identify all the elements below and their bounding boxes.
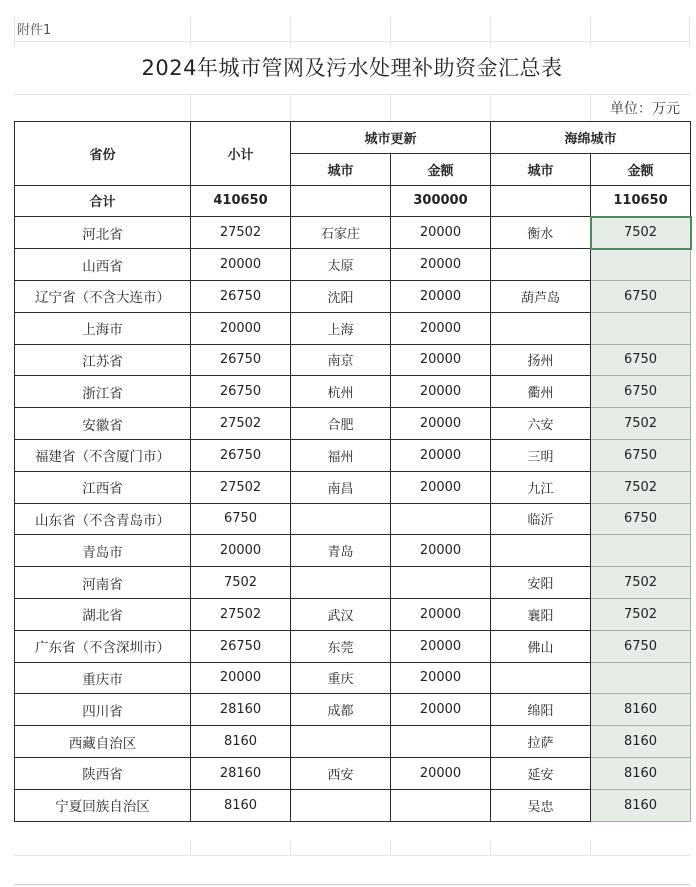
province-cell[interactable]: 江西省	[15, 471, 191, 503]
sponge-amount-cell[interactable]: 7502	[591, 471, 691, 503]
sponge-amount-cell[interactable]	[591, 249, 691, 281]
grid-line	[290, 17, 291, 47]
renewal-amount-cell[interactable]	[391, 567, 491, 599]
province-cell[interactable]: 陕西省	[15, 757, 191, 789]
table-row	[15, 662, 691, 694]
grid-line	[290, 840, 291, 856]
sponge-amount-cell[interactable]: 6750	[591, 280, 691, 312]
table-row	[15, 789, 691, 821]
grid-line	[590, 17, 591, 47]
subtotal-cell[interactable]: 27502	[191, 471, 291, 503]
subtotal-cell[interactable]: 20000	[191, 662, 291, 694]
sponge-amount-cell[interactable]: 8160	[591, 726, 691, 758]
renewal-city-cell[interactable]: 福州	[291, 439, 391, 471]
grid-line	[14, 855, 690, 856]
sponge-city-cell[interactable]: 佛山	[491, 630, 591, 662]
grid-line	[390, 840, 391, 856]
renewal-amount-cell[interactable]	[391, 789, 491, 821]
grid-line	[190, 17, 191, 47]
table-row	[15, 757, 691, 789]
grid-line	[390, 17, 391, 47]
renewal-city-cell[interactable]: 合肥	[291, 408, 391, 440]
province-cell[interactable]: 浙江省	[15, 376, 191, 408]
header-province[interactable]: 省份	[15, 122, 191, 186]
province-cell[interactable]: 安徽省	[15, 408, 191, 440]
grid-line	[14, 41, 690, 42]
subtotal-cell[interactable]: 7502	[191, 567, 291, 599]
total-renewal-city[interactable]	[291, 185, 391, 217]
province-cell[interactable]: 青岛市	[15, 535, 191, 567]
unit-label: 单位：万元	[610, 101, 680, 117]
subtotal-cell[interactable]: 20000	[191, 249, 291, 281]
table-title: 2024年城市管网及污水处理补助资金汇总表	[141, 56, 563, 80]
sponge-city-cell[interactable]: 九江	[491, 471, 591, 503]
subsidy-table	[14, 121, 692, 822]
renewal-city-cell[interactable]	[291, 503, 391, 535]
sponge-amount-cell[interactable]	[591, 662, 691, 694]
renewal-amount-cell[interactable]: 20000	[391, 662, 491, 694]
sponge-amount-cell[interactable]: 8160	[591, 694, 691, 726]
sponge-city-cell[interactable]	[491, 249, 591, 281]
renewal-city-cell[interactable]: 杭州	[291, 376, 391, 408]
table-row	[15, 312, 691, 344]
renewal-amount-cell[interactable]: 20000	[391, 376, 491, 408]
province-cell[interactable]: 湖北省	[15, 598, 191, 630]
table-row	[15, 471, 691, 503]
table-row	[15, 439, 691, 471]
renewal-city-cell[interactable]: 南昌	[291, 471, 391, 503]
province-cell[interactable]: 宁夏回族自治区	[15, 789, 191, 821]
sponge-city-cell[interactable]: 衡水	[491, 217, 591, 249]
renewal-amount-cell[interactable]: 20000	[391, 630, 491, 662]
sponge-amount-cell[interactable]: 6750	[591, 439, 691, 471]
sponge-amount-cell[interactable]	[591, 312, 691, 344]
sponge-amount-cell[interactable]: 6750	[591, 630, 691, 662]
grid-line	[590, 94, 591, 121]
header-renewal-amount[interactable]: 金额	[391, 153, 491, 185]
province-cell[interactable]: 四川省	[15, 694, 191, 726]
sponge-amount-cell[interactable]: 6750	[591, 344, 691, 376]
sponge-amount-cell[interactable]: 8160	[591, 757, 691, 789]
subtotal-cell[interactable]: 27502	[191, 408, 291, 440]
grid-line	[190, 94, 191, 121]
subtotal-cell[interactable]: 26750	[191, 376, 291, 408]
province-cell[interactable]: 山西省	[15, 249, 191, 281]
province-cell[interactable]: 河南省	[15, 567, 191, 599]
sponge-city-cell[interactable]: 拉萨	[491, 726, 591, 758]
province-cell[interactable]: 江苏省	[15, 344, 191, 376]
total-sponge-city[interactable]	[491, 185, 591, 217]
renewal-city-cell[interactable]: 青岛	[291, 535, 391, 567]
sponge-city-cell[interactable]: 衢州	[491, 376, 591, 408]
grid-line	[14, 17, 15, 47]
sponge-city-cell[interactable]: 延安	[491, 757, 591, 789]
renewal-amount-cell[interactable]: 20000	[391, 408, 491, 440]
table-row	[15, 726, 691, 758]
renewal-amount-cell[interactable]: 20000	[391, 249, 491, 281]
renewal-amount-cell[interactable]: 20000	[391, 694, 491, 726]
renewal-city-cell[interactable]: 成都	[291, 694, 391, 726]
province-cell[interactable]: 上海市	[15, 312, 191, 344]
sponge-city-cell[interactable]: 三明	[491, 439, 591, 471]
renewal-amount-cell[interactable]: 20000	[391, 217, 491, 249]
renewal-city-cell[interactable]: 武汉	[291, 598, 391, 630]
renewal-amount-cell[interactable]: 20000	[391, 598, 491, 630]
sponge-city-cell[interactable]: 葫芦岛	[491, 280, 591, 312]
province-cell[interactable]: 西藏自治区	[15, 726, 191, 758]
renewal-city-cell[interactable]: 重庆	[291, 662, 391, 694]
subtotal-cell[interactable]: 26750	[191, 630, 291, 662]
sponge-amount-cell[interactable]: 8160	[591, 789, 691, 821]
sponge-amount-cell[interactable]: 7502	[591, 567, 691, 599]
table-row	[15, 694, 691, 726]
renewal-city-cell[interactable]: 东莞	[291, 630, 391, 662]
sponge-city-cell[interactable]	[491, 535, 591, 567]
subtotal-cell[interactable]: 8160	[191, 726, 291, 758]
sponge-city-cell[interactable]	[491, 662, 591, 694]
sponge-city-cell[interactable]: 吴忠	[491, 789, 591, 821]
attachment-label: 附件1	[17, 23, 52, 38]
table-row	[15, 535, 691, 567]
renewal-amount-cell[interactable]: 20000	[391, 280, 491, 312]
table-row	[15, 280, 691, 312]
header-sponge-city-name[interactable]: 城市	[491, 153, 591, 185]
header-city-renewal[interactable]: 城市更新	[291, 122, 491, 154]
table-row	[15, 344, 691, 376]
header-sponge-amount[interactable]: 金额	[591, 153, 691, 185]
total-label[interactable]: 合计	[15, 185, 191, 217]
province-cell[interactable]: 重庆市	[15, 662, 191, 694]
grid-line	[14, 94, 690, 95]
grid-line	[490, 17, 491, 47]
header-renewal-city[interactable]: 城市	[291, 153, 391, 185]
sponge-city-cell[interactable]: 绵阳	[491, 694, 591, 726]
province-cell[interactable]: 辽宁省（不含大连市）	[15, 280, 191, 312]
renewal-city-cell[interactable]	[291, 789, 391, 821]
sponge-amount-cell[interactable]	[591, 535, 691, 567]
grid-line	[689, 17, 690, 47]
renewal-city-cell[interactable]: 沈阳	[291, 280, 391, 312]
sponge-amount-cell[interactable]: 7502	[591, 598, 691, 630]
renewal-city-cell[interactable]: 上海	[291, 312, 391, 344]
bottom-border	[14, 884, 690, 885]
renewal-city-cell[interactable]: 西安	[291, 757, 391, 789]
renewal-amount-cell[interactable]	[391, 503, 491, 535]
total-renewal-amount[interactable]: 300000	[391, 185, 491, 217]
table-row	[15, 217, 691, 249]
province-cell[interactable]: 山东省（不含青岛市）	[15, 503, 191, 535]
renewal-city-cell[interactable]: 南京	[291, 344, 391, 376]
grid-line	[190, 840, 191, 856]
renewal-city-cell[interactable]	[291, 567, 391, 599]
renewal-amount-cell[interactable]: 20000	[391, 471, 491, 503]
grid-line	[490, 840, 491, 856]
subtotal-cell[interactable]: 6750	[191, 503, 291, 535]
subtotal-cell[interactable]: 8160	[191, 789, 291, 821]
renewal-city-cell[interactable]: 石家庄	[291, 217, 391, 249]
subtotal-cell[interactable]: 28160	[191, 757, 291, 789]
table-row	[15, 630, 691, 662]
sponge-amount-cell[interactable]: 6750	[591, 503, 691, 535]
sponge-city-cell[interactable]: 襄阳	[491, 598, 591, 630]
sponge-city-cell[interactable]: 扬州	[491, 344, 591, 376]
total-subtotal[interactable]: 410650	[191, 185, 291, 217]
subtotal-cell[interactable]: 20000	[191, 535, 291, 567]
subtotal-cell[interactable]: 27502	[191, 217, 291, 249]
province-cell[interactable]: 河北省	[15, 217, 191, 249]
grid-line	[290, 94, 291, 121]
grid-line	[490, 94, 491, 121]
subtotal-cell[interactable]: 27502	[191, 598, 291, 630]
table-row	[15, 567, 691, 599]
table-row	[15, 408, 691, 440]
sponge-amount-cell[interactable]: 7502	[591, 408, 691, 440]
grid-line	[590, 840, 591, 856]
renewal-amount-cell[interactable]: 20000	[391, 312, 491, 344]
province-cell[interactable]: 福建省（不含厦门市）	[15, 439, 191, 471]
header-subtotal[interactable]: 小计	[191, 122, 291, 186]
sponge-city-cell[interactable]	[491, 312, 591, 344]
subtotal-cell[interactable]: 26750	[191, 280, 291, 312]
renewal-amount-cell[interactable]: 20000	[391, 439, 491, 471]
province-cell[interactable]: 广东省（不含深圳市）	[15, 630, 191, 662]
renewal-city-cell[interactable]: 太原	[291, 249, 391, 281]
total-row	[15, 185, 691, 217]
table-row	[15, 249, 691, 281]
subtotal-cell[interactable]: 20000	[191, 312, 291, 344]
header-sponge-city[interactable]: 海绵城市	[491, 122, 691, 154]
subtotal-cell[interactable]: 28160	[191, 694, 291, 726]
sponge-amount-cell[interactable]: 6750	[591, 376, 691, 408]
sponge-city-cell[interactable]: 安阳	[491, 567, 591, 599]
subtotal-cell[interactable]: 26750	[191, 344, 291, 376]
renewal-amount-cell[interactable]: 20000	[391, 344, 491, 376]
grid-line	[390, 94, 391, 121]
sponge-amount-cell[interactable]: 7502	[591, 217, 691, 249]
table-row	[15, 503, 691, 535]
sponge-city-cell[interactable]: 临沂	[491, 503, 591, 535]
total-sponge-amount[interactable]: 110650	[591, 185, 691, 217]
subtotal-cell[interactable]: 26750	[191, 439, 291, 471]
renewal-city-cell[interactable]	[291, 726, 391, 758]
renewal-amount-cell[interactable]: 20000	[391, 757, 491, 789]
renewal-amount-cell[interactable]: 20000	[391, 535, 491, 567]
table-row	[15, 598, 691, 630]
table-row	[15, 376, 691, 408]
sponge-city-cell[interactable]: 六安	[491, 408, 591, 440]
renewal-amount-cell[interactable]	[391, 726, 491, 758]
